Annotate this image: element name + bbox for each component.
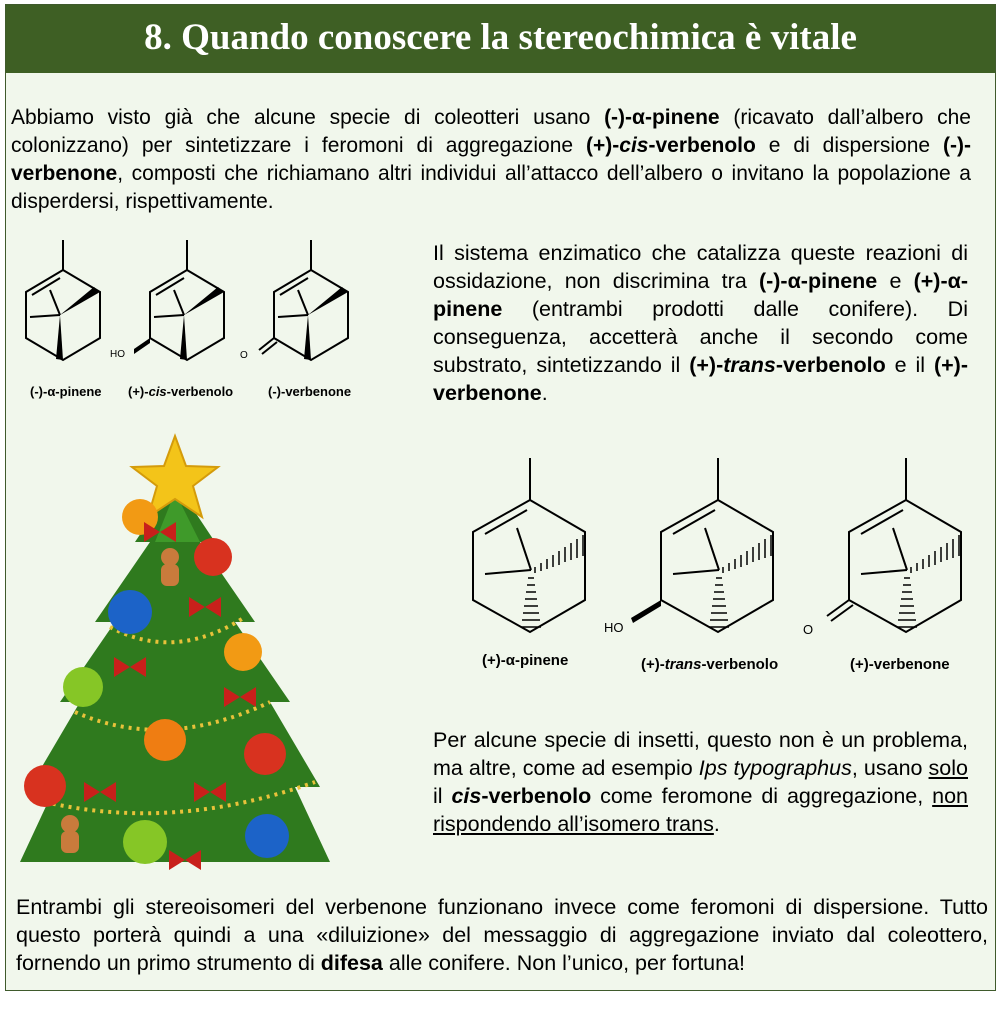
insects-bold-suffix: -verbenolo: [481, 784, 592, 808]
insects-italic-cis: cis: [451, 784, 482, 808]
enzyme-bold-trans-verbenolo: [689, 353, 886, 377]
enzyme-bold-plus-pinene: (+)-α-pinene: [433, 269, 968, 321]
molecule-plus-cis-verbenolo: [134, 240, 224, 360]
enzyme-text-4: e il: [885, 353, 934, 377]
insects-text-5: .: [713, 812, 720, 836]
molecules-top: [10, 235, 380, 410]
intro-text-4: , composti che richiamano altri individui all’attacco dell’albero o invitano la popolazione a disperdersi, rispettivamente.: [11, 162, 971, 213]
label-plus-alpha-pinene: (+)-α-pinene: [482, 652, 569, 669]
intro-bold-suffix: -verbenolo: [648, 134, 756, 157]
enzyme-bold-prefix: (+)-: [689, 353, 724, 377]
bottom-paragraph: [16, 893, 988, 977]
insects-bold-cis-verbenolo: [451, 784, 591, 808]
molecule-minus-verbenone: [259, 240, 348, 360]
enzyme-italic-trans: trans: [723, 353, 776, 377]
ornament-orange-ball: [224, 633, 262, 671]
intro-bold-prefix: (+)-: [586, 134, 620, 157]
ornament-red-ball: [194, 538, 232, 576]
label-plus-cis-verbenolo: [128, 384, 233, 399]
top-o-label: O: [240, 350, 248, 361]
insects-text-3: il: [433, 784, 452, 808]
enzyme-bold-verbenone: (+)-verbenone: [433, 353, 968, 405]
label-cis-italic: cis: [148, 384, 167, 399]
intro-bold-verbenone: (-)-verbenone: [11, 134, 971, 185]
ornament-green-ball: [123, 820, 167, 864]
ornament-orange-ball: [144, 719, 186, 761]
christmas-tree-illustration: [15, 432, 335, 887]
enzyme-text-2: e: [877, 269, 914, 293]
page-title: 8. Quando conoscere la stereochimica è vitale: [144, 17, 857, 58]
enzyme-bold-minus-pinene: (-)-α-pinene: [758, 269, 878, 293]
ornament-blue-ball: [108, 590, 152, 634]
title-bar: [6, 5, 995, 73]
insects-text-2: , usano: [851, 756, 929, 780]
label-minus-verbenone: (-)-verbenone: [268, 384, 352, 399]
molecule-plus-trans-verbenolo: [631, 458, 773, 632]
label-cis-prefix: (+)-: [128, 384, 149, 399]
bottom-text-2: alle conifere. Non l’unico, per fortuna!: [382, 951, 746, 975]
intro-bold-alpha-pinene: (-)-α-pinene: [604, 106, 720, 129]
insects-underline-trans: non rispondendo all’isomero trans: [433, 784, 969, 836]
label-trans-prefix: (+)-: [641, 656, 665, 673]
ornament-red-ball: [24, 765, 66, 807]
enzyme-bold-suffix: -verbenolo: [775, 353, 886, 377]
label-minus-alpha-pinene: (-)-α-pinene: [30, 384, 102, 399]
enzyme-text-1: Il sistema enzimatico che catalizza queste reazioni di ossidazione, non discrimina tra: [433, 241, 968, 293]
mid-o-label: O: [803, 622, 814, 637]
molecule-plus-alpha-pinene: [473, 458, 585, 632]
label-trans-italic: trans: [664, 656, 702, 673]
ornament-blue-ball: [245, 814, 289, 858]
label-plus-trans-verbenolo: [641, 656, 778, 673]
intro-text-2: (ricavato dall’albero che colonizzano) per sintetizzare i feromoni di aggregazione: [11, 106, 971, 157]
label-cis-suffix: -verbenolo: [166, 384, 234, 399]
label-trans-suffix: -verbenolo: [701, 656, 779, 673]
enzyme-paragraph: [433, 239, 968, 407]
enzyme-text-3: (entrambi prodotti dalle conifere). Di conseguenza, accetterà anche il secondo come substrato, sintetizzando il: [433, 297, 968, 377]
insects-paragraph: [433, 726, 968, 838]
ornament-red-ball: [244, 733, 286, 775]
bottom-bold-difesa: difesa: [320, 951, 383, 975]
molecules-mid: [465, 450, 985, 685]
molecule-minus-alpha-pinene: [26, 240, 100, 360]
mid-ho-label: HO: [604, 620, 624, 635]
intro-italic-cis: cis: [619, 134, 649, 157]
intro-text-1: Abbiamo visto già che alcune specie di coleotteri usano: [11, 106, 605, 129]
insects-text-4: come feromone di aggregazione,: [591, 784, 933, 808]
intro-paragraph: [11, 104, 971, 216]
intro-bold-cis-verbenolo: [586, 134, 756, 157]
insects-underline-solo: solo: [928, 756, 968, 780]
top-ho-label: HO: [110, 349, 125, 360]
enzyme-text-5: .: [541, 381, 548, 405]
bottom-text-1: Entrambi gli stereoisomeri del verbenone funzionano invece come feromoni di dispersione. Tutto questo porterà quindi a una «diluizione» del messaggio di aggregazione inviato dal coleottero, fornendo un primo strumento di: [16, 895, 988, 975]
ornament-green-ball: [63, 667, 103, 707]
molecule-plus-verbenone: [827, 458, 961, 632]
label-plus-verbenone: (+)-verbenone: [850, 656, 950, 673]
insects-text-1: Per alcune specie di insetti, questo non è un problema, ma altre, come ad esempio: [433, 728, 968, 780]
intro-text-3: e di dispersione: [755, 134, 944, 157]
insects-species-name: Ips typographus: [698, 756, 852, 780]
